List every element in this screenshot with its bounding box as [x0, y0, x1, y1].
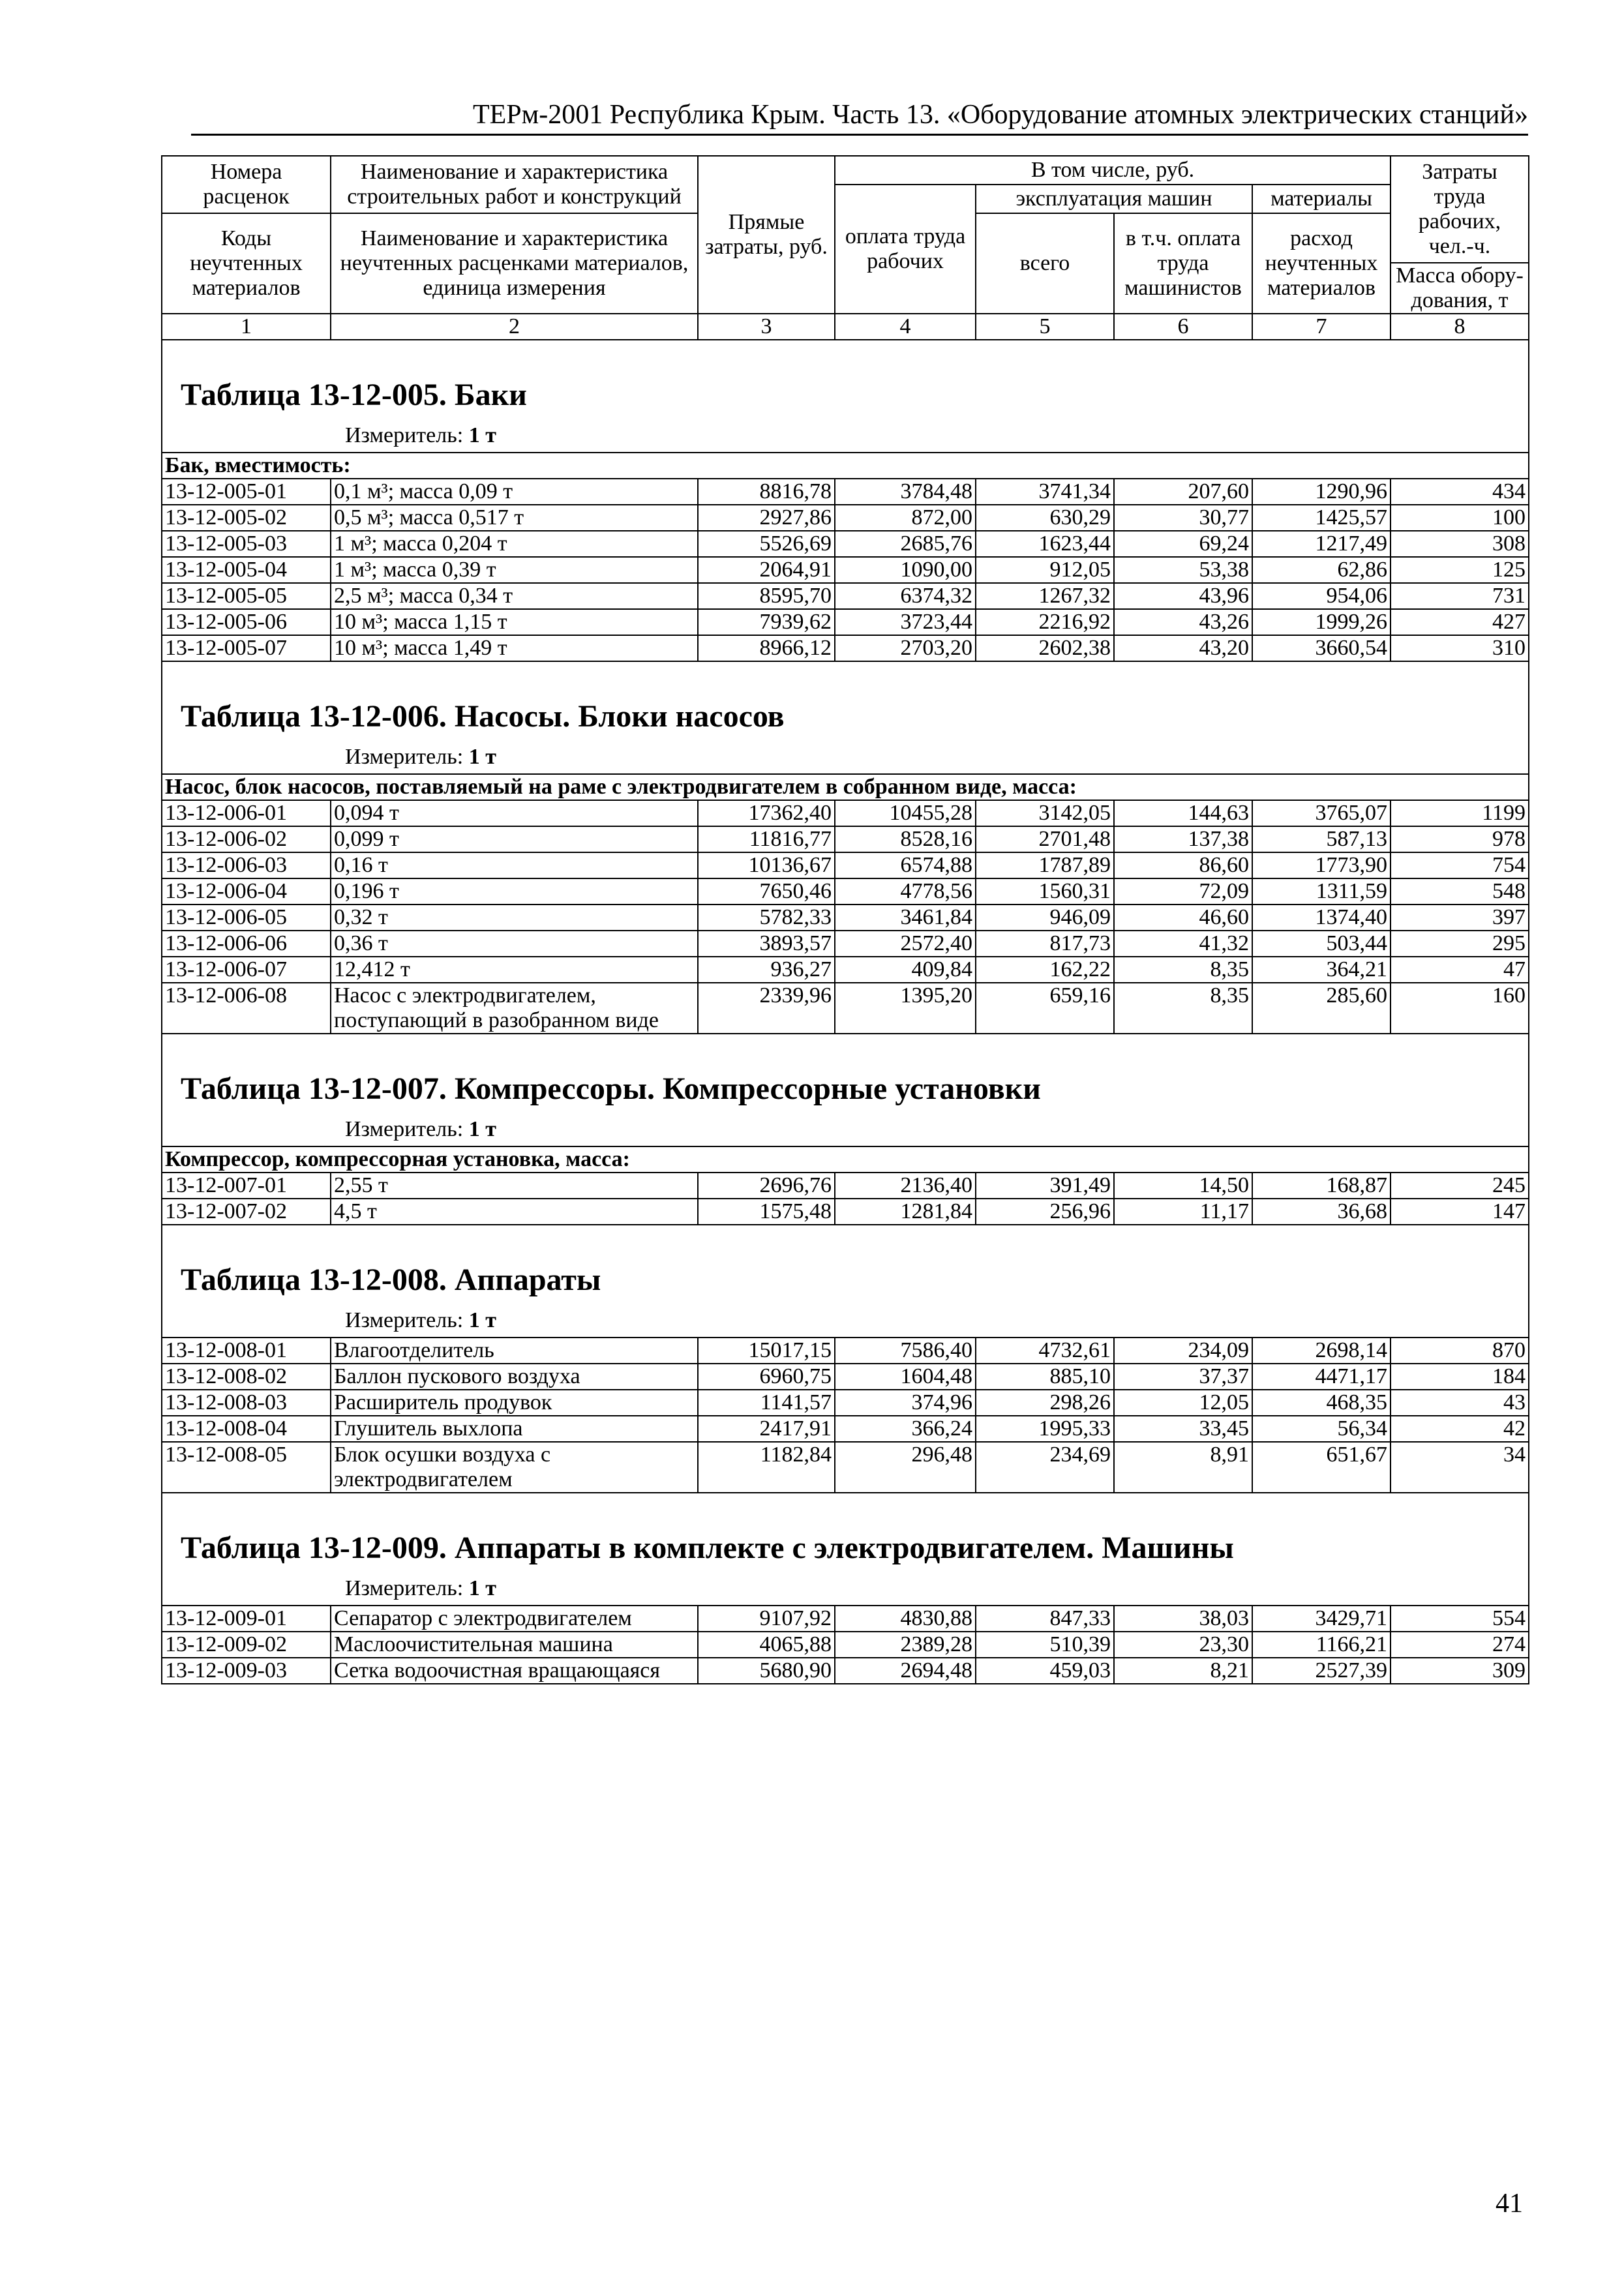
row-code: 13-12-006-01 — [162, 800, 331, 826]
row-materials: 1217,49 — [1252, 531, 1391, 557]
row-materials: 62,86 — [1252, 557, 1391, 583]
row-materials: 364,21 — [1252, 957, 1391, 983]
measure-unit: 1 т — [468, 1576, 496, 1600]
measure-unit: 1 т — [468, 423, 496, 447]
row-materials: 36,68 — [1252, 1199, 1391, 1225]
row-code: 13-12-005-04 — [162, 557, 331, 583]
row-labor-cost: 10455,28 — [835, 800, 976, 826]
row-code: 13-12-005-07 — [162, 635, 331, 661]
row-machine-total: 1995,33 — [976, 1416, 1114, 1442]
row-name — [331, 1442, 698, 1493]
measure-line — [162, 419, 1529, 453]
row-machine-total: 630,29 — [976, 505, 1114, 531]
col-number: 4 — [835, 314, 976, 340]
group-heading: Насос, блок насосов, поставляемый на раме с электродвигателем в собранном виде, масса: — [162, 774, 1529, 800]
row-labor-cost: 3723,44 — [835, 609, 976, 635]
col-number: 3 — [698, 314, 835, 340]
table-row — [162, 1416, 1529, 1442]
table-row — [162, 1442, 1529, 1493]
row-code: 13-12-006-04 — [162, 878, 331, 905]
row-materials: 1999,26 — [1252, 609, 1391, 635]
row-direct-cost: 8816,78 — [698, 479, 835, 505]
row-code: 13-12-009-02 — [162, 1632, 331, 1658]
table-row — [162, 852, 1529, 878]
row-labor-cost: 3461,84 — [835, 905, 976, 931]
row-code: 13-12-008-03 — [162, 1390, 331, 1416]
row-direct-cost: 2339,96 — [698, 983, 835, 1034]
row-labor-cost: 2389,28 — [835, 1632, 976, 1658]
row-machine-total: 817,73 — [976, 931, 1114, 957]
section-13-12-008 — [162, 1225, 1529, 1338]
row-labor-hours: 731 — [1391, 583, 1529, 609]
row-machine-total: 2701,48 — [976, 826, 1114, 852]
row-name: 1 м³; масса 0,39 т — [331, 557, 698, 583]
row-name: 0,36 т — [331, 931, 698, 957]
row-direct-cost: 2064,91 — [698, 557, 835, 583]
row-labor-cost: 409,84 — [835, 957, 976, 983]
row-materials: 468,35 — [1252, 1390, 1391, 1416]
row-labor-hours: 47 — [1391, 957, 1529, 983]
row-direct-cost: 5680,90 — [698, 1658, 835, 1684]
row-machine-total: 946,09 — [976, 905, 1114, 931]
row-direct-cost: 15017,15 — [698, 1338, 835, 1364]
row-labor-hours: 34 — [1391, 1442, 1529, 1493]
row-machine-labor: 69,24 — [1114, 531, 1252, 557]
row-code: 13-12-007-02 — [162, 1199, 331, 1225]
row-labor-hours: 427 — [1391, 609, 1529, 635]
col-number: 2 — [331, 314, 698, 340]
row-name: 4,5 т — [331, 1199, 698, 1225]
measure-line — [162, 741, 1529, 774]
table-row — [162, 983, 1529, 1034]
row-name: 2,5 м³; масса 0,34 т — [331, 583, 698, 609]
section-title: Таблица 13-12-007. Компрессоры. Компрессорные установки — [162, 1034, 1529, 1113]
measure-line — [162, 1572, 1529, 1606]
row-labor-cost: 366,24 — [835, 1416, 976, 1442]
section-13-12-007 — [162, 1034, 1529, 1173]
section-title: Таблица 13-12-008. Аппараты — [162, 1225, 1529, 1304]
page-number: 41 — [1496, 2189, 1523, 2219]
row-labor-cost: 8528,16 — [835, 826, 976, 852]
row-machine-labor: 38,03 — [1114, 1606, 1252, 1632]
row-code: 13-12-005-01 — [162, 479, 331, 505]
row-machine-total: 391,49 — [976, 1173, 1114, 1199]
row-name-line: Насос с электродвигателем, — [334, 983, 596, 1008]
row-materials: 168,87 — [1252, 1173, 1391, 1199]
row-machine-total: 234,69 — [976, 1442, 1114, 1493]
table-row — [162, 1338, 1529, 1364]
row-materials: 3765,07 — [1252, 800, 1391, 826]
section-13-12-009 — [162, 1493, 1529, 1606]
row-materials: 3660,54 — [1252, 635, 1391, 661]
table-header — [162, 156, 1529, 340]
row-materials: 651,67 — [1252, 1442, 1391, 1493]
header-col7: расход неучтенных материалов — [1252, 213, 1391, 314]
row-materials: 503,44 — [1252, 931, 1391, 957]
measure-label: Измеритель: — [345, 423, 464, 447]
col-number: 8 — [1391, 314, 1529, 340]
row-machine-labor: 207,60 — [1114, 479, 1252, 505]
row-machine-labor: 137,38 — [1114, 826, 1252, 852]
table-row — [162, 826, 1529, 852]
row-name: 12,412 т — [331, 957, 698, 983]
row-machine-labor: 37,37 — [1114, 1364, 1252, 1390]
row-machine-labor: 43,26 — [1114, 609, 1252, 635]
table-row — [162, 479, 1529, 505]
row-labor-hours: 397 — [1391, 905, 1529, 931]
row-machine-total: 659,16 — [976, 983, 1114, 1034]
row-materials: 2527,39 — [1252, 1658, 1391, 1684]
row-machine-total: 3741,34 — [976, 479, 1114, 505]
row-direct-cost: 4065,88 — [698, 1632, 835, 1658]
row-labor-cost: 4778,56 — [835, 878, 976, 905]
row-machine-labor: 8,35 — [1114, 983, 1252, 1034]
header-col8-bottom: Масса обору-дования, т — [1391, 263, 1529, 314]
measure-unit: 1 т — [468, 745, 496, 769]
row-machine-total: 912,05 — [976, 557, 1114, 583]
row-machine-total: 2216,92 — [976, 609, 1114, 635]
row-name-line: Блок осушки воздуха с — [334, 1443, 551, 1467]
group-heading: Бак, вместимость: — [162, 453, 1529, 479]
table-row — [162, 505, 1529, 531]
row-labor-hours: 42 — [1391, 1416, 1529, 1442]
row-labor-cost: 2703,20 — [835, 635, 976, 661]
row-labor-hours: 1199 — [1391, 800, 1529, 826]
row-materials: 587,13 — [1252, 826, 1391, 852]
row-name-line: электродвигателем — [334, 1467, 513, 1491]
row-labor-cost: 872,00 — [835, 505, 976, 531]
table-row — [162, 800, 1529, 826]
row-name: 0,16 т — [331, 852, 698, 878]
row-labor-hours: 125 — [1391, 557, 1529, 583]
row-labor-cost: 1281,84 — [835, 1199, 976, 1225]
table-row — [162, 878, 1529, 905]
header-col5: всего — [976, 213, 1114, 314]
header-col1-top: Номера расценок — [162, 156, 331, 213]
row-direct-cost: 936,27 — [698, 957, 835, 983]
row-labor-cost: 7586,40 — [835, 1338, 976, 1364]
table-row — [162, 1199, 1529, 1225]
row-code: 13-12-006-05 — [162, 905, 331, 931]
row-code: 13-12-009-03 — [162, 1658, 331, 1684]
row-labor-hours: 43 — [1391, 1390, 1529, 1416]
row-code: 13-12-006-07 — [162, 957, 331, 983]
row-code: 13-12-008-02 — [162, 1364, 331, 1390]
row-code: 13-12-008-01 — [162, 1338, 331, 1364]
row-direct-cost: 9107,92 — [698, 1606, 835, 1632]
row-direct-cost: 6960,75 — [698, 1364, 835, 1390]
row-machine-total: 1787,89 — [976, 852, 1114, 878]
table-row — [162, 1173, 1529, 1199]
row-materials: 1773,90 — [1252, 852, 1391, 878]
table-row — [162, 583, 1529, 609]
row-name: Баллон пускового воздуха — [331, 1364, 698, 1390]
row-machine-total: 510,39 — [976, 1632, 1114, 1658]
row-machine-labor: 43,96 — [1114, 583, 1252, 609]
row-direct-cost: 7650,46 — [698, 878, 835, 905]
row-code: 13-12-006-08 — [162, 983, 331, 1034]
row-labor-hours: 554 — [1391, 1606, 1529, 1632]
header-materials: материалы — [1252, 185, 1391, 213]
row-name: 0,196 т — [331, 878, 698, 905]
row-labor-hours: 295 — [1391, 931, 1529, 957]
row-materials: 1166,21 — [1252, 1632, 1391, 1658]
row-machine-labor: 14,50 — [1114, 1173, 1252, 1199]
row-machine-labor: 234,09 — [1114, 1338, 1252, 1364]
measure-label: Измеритель: — [345, 1308, 464, 1332]
col-number: 1 — [162, 314, 331, 340]
row-machine-total: 162,22 — [976, 957, 1114, 983]
row-labor-hours: 100 — [1391, 505, 1529, 531]
header-incl: В том числе, руб. — [835, 156, 1391, 185]
row-direct-cost: 17362,40 — [698, 800, 835, 826]
table-row — [162, 557, 1529, 583]
row-labor-hours: 160 — [1391, 983, 1529, 1034]
row-labor-hours: 245 — [1391, 1173, 1529, 1199]
section-title: Таблица 13-12-009. Аппараты в комплекте с электродвигателем. Машины — [162, 1493, 1529, 1572]
row-name: Расширитель продувок — [331, 1390, 698, 1416]
row-name: 10 м³; масса 1,49 т — [331, 635, 698, 661]
row-materials: 2698,14 — [1252, 1338, 1391, 1364]
header-col1-bottom: Коды неучтенных материалов — [162, 213, 331, 314]
row-code: 13-12-005-05 — [162, 583, 331, 609]
row-direct-cost: 2417,91 — [698, 1416, 835, 1442]
header-col6: в т.ч. оплата труда машинистов — [1114, 213, 1252, 314]
table-row — [162, 1606, 1529, 1632]
row-materials: 285,60 — [1252, 983, 1391, 1034]
col-number: 6 — [1114, 314, 1252, 340]
table-row — [162, 1364, 1529, 1390]
row-name: Маслоочистительная машина — [331, 1632, 698, 1658]
row-machine-total: 847,33 — [976, 1606, 1114, 1632]
row-name: Сетка водоочистная вращающаяся — [331, 1658, 698, 1684]
header-col8-top: Затраты труда рабочих, чел.-ч. — [1391, 156, 1529, 263]
row-machine-total: 1560,31 — [976, 878, 1114, 905]
row-direct-cost: 5782,33 — [698, 905, 835, 931]
row-labor-cost: 2136,40 — [835, 1173, 976, 1199]
row-labor-cost: 1395,20 — [835, 983, 976, 1034]
row-labor-cost: 374,96 — [835, 1390, 976, 1416]
row-name: 0,1 м³; масса 0,09 т — [331, 479, 698, 505]
row-machine-labor: 41,32 — [1114, 931, 1252, 957]
row-machine-labor: 33,45 — [1114, 1416, 1252, 1442]
header-col2-bottom: Наименование и характеристика неучтенных расценками материалов, единица измерения — [331, 213, 698, 314]
row-labor-cost: 6374,32 — [835, 583, 976, 609]
row-labor-cost: 1604,48 — [835, 1364, 976, 1390]
row-machine-labor: 43,20 — [1114, 635, 1252, 661]
row-labor-hours: 978 — [1391, 826, 1529, 852]
row-materials: 954,06 — [1252, 583, 1391, 609]
row-labor-hours: 548 — [1391, 878, 1529, 905]
section-rows — [162, 1338, 1529, 1442]
row-name: 0,094 т — [331, 800, 698, 826]
row-machine-labor: 8,21 — [1114, 1658, 1252, 1684]
row-labor-hours: 434 — [1391, 479, 1529, 505]
row-labor-hours: 310 — [1391, 635, 1529, 661]
row-direct-cost: 8595,70 — [698, 583, 835, 609]
row-machine-total: 885,10 — [976, 1364, 1114, 1390]
row-machine-labor: 72,09 — [1114, 878, 1252, 905]
row-machine-total: 3142,05 — [976, 800, 1114, 826]
row-labor-cost: 2572,40 — [835, 931, 976, 957]
row-labor-hours: 309 — [1391, 1658, 1529, 1684]
table-row — [162, 1658, 1529, 1684]
row-direct-cost: 2927,86 — [698, 505, 835, 531]
row-materials: 1290,96 — [1252, 479, 1391, 505]
row-direct-cost: 1141,57 — [698, 1390, 835, 1416]
row-name: 0,32 т — [331, 905, 698, 931]
price-table — [161, 155, 1529, 1684]
table-row — [162, 931, 1529, 957]
row-name: 0,5 м³; масса 0,517 т — [331, 505, 698, 531]
table-row — [162, 609, 1529, 635]
row-machine-total: 1623,44 — [976, 531, 1114, 557]
col-number: 7 — [1252, 314, 1391, 340]
section-rows — [162, 1173, 1529, 1225]
row-name — [331, 983, 698, 1034]
section-rows — [162, 479, 1529, 661]
row-direct-cost: 11816,77 — [698, 826, 835, 852]
table-row — [162, 635, 1529, 661]
measure-label: Измеритель: — [345, 1576, 464, 1600]
row-labor-cost: 6574,88 — [835, 852, 976, 878]
row-machine-total: 2602,38 — [976, 635, 1114, 661]
row-labor-hours: 147 — [1391, 1199, 1529, 1225]
row-labor-cost: 2694,48 — [835, 1658, 976, 1684]
row-name: 2,55 т — [331, 1173, 698, 1199]
measure-label: Измеритель: — [345, 745, 464, 769]
header-col2-top: Наименование и характеристика строительных работ и конструкций — [331, 156, 698, 213]
section-13-12-006 — [162, 661, 1529, 800]
row-materials: 3429,71 — [1252, 1606, 1391, 1632]
section-title: Таблица 13-12-005. Баки — [162, 340, 1529, 419]
row-name: 10 м³; масса 1,15 т — [331, 609, 698, 635]
measure-line — [162, 1113, 1529, 1146]
row-machine-total: 256,96 — [976, 1199, 1114, 1225]
row-labor-cost: 4830,88 — [835, 1606, 976, 1632]
row-code: 13-12-006-06 — [162, 931, 331, 957]
section-rows — [162, 1606, 1529, 1684]
row-direct-cost: 5526,69 — [698, 531, 835, 557]
page-header: ТЕРм-2001 Республика Крым. Часть 13. «Оборудование атомных электрических станций» — [191, 98, 1528, 136]
row-labor-hours: 184 — [1391, 1364, 1529, 1390]
row-code: 13-12-009-01 — [162, 1606, 331, 1632]
row-machine-total: 298,26 — [976, 1390, 1114, 1416]
row-code: 13-12-005-03 — [162, 531, 331, 557]
row-labor-cost: 1090,00 — [835, 557, 976, 583]
measure-label: Измеритель: — [345, 1117, 464, 1141]
row-labor-cost: 2685,76 — [835, 531, 976, 557]
row-machine-labor: 30,77 — [1114, 505, 1252, 531]
row-machine-total: 459,03 — [976, 1658, 1114, 1684]
row-code: 13-12-006-03 — [162, 852, 331, 878]
row-labor-hours: 274 — [1391, 1632, 1529, 1658]
group-heading: Компрессор, компрессорная установка, масса: — [162, 1146, 1529, 1173]
row-machine-labor: 86,60 — [1114, 852, 1252, 878]
row-labor-cost: 296,48 — [835, 1442, 976, 1493]
section-rows-extra — [162, 1442, 1529, 1493]
row-direct-cost: 1575,48 — [698, 1199, 835, 1225]
row-labor-hours: 308 — [1391, 531, 1529, 557]
row-machine-total: 4732,61 — [976, 1338, 1114, 1364]
table-row — [162, 1632, 1529, 1658]
row-code: 13-12-005-06 — [162, 609, 331, 635]
row-materials: 56,34 — [1252, 1416, 1391, 1442]
section-rows — [162, 800, 1529, 983]
row-name: Сепаратор с электродвигателем — [331, 1606, 698, 1632]
row-name: Влагоотделитель — [331, 1338, 698, 1364]
header-col3: Прямые затраты, руб. — [698, 156, 835, 314]
row-machine-labor: 8,91 — [1114, 1442, 1252, 1493]
row-machine-labor: 12,05 — [1114, 1390, 1252, 1416]
row-code: 13-12-008-05 — [162, 1442, 331, 1493]
row-machine-total: 1267,32 — [976, 583, 1114, 609]
row-materials: 4471,17 — [1252, 1364, 1391, 1390]
table-row — [162, 905, 1529, 931]
row-name: Глушитель выхлопа — [331, 1416, 698, 1442]
row-materials: 1311,59 — [1252, 878, 1391, 905]
table-row — [162, 531, 1529, 557]
section-13-12-005 — [162, 340, 1529, 479]
row-name: 1 м³; масса 0,204 т — [331, 531, 698, 557]
row-code: 13-12-006-02 — [162, 826, 331, 852]
col-number: 5 — [976, 314, 1114, 340]
table-row — [162, 957, 1529, 983]
row-materials: 1374,40 — [1252, 905, 1391, 931]
row-labor-hours: 754 — [1391, 852, 1529, 878]
row-machine-labor: 11,17 — [1114, 1199, 1252, 1225]
row-materials: 1425,57 — [1252, 505, 1391, 531]
row-name-line: поступающий в разобранном виде — [334, 1008, 659, 1032]
row-labor-cost: 3784,48 — [835, 479, 976, 505]
row-labor-hours: 870 — [1391, 1338, 1529, 1364]
row-direct-cost: 1182,84 — [698, 1442, 835, 1493]
row-direct-cost: 2696,76 — [698, 1173, 835, 1199]
header-machines: эксплуатация машин — [976, 185, 1252, 213]
row-direct-cost: 8966,12 — [698, 635, 835, 661]
measure-unit: 1 т — [468, 1117, 496, 1141]
row-direct-cost: 7939,62 — [698, 609, 835, 635]
section-title: Таблица 13-12-006. Насосы. Блоки насосов — [162, 661, 1529, 741]
row-name: 0,099 т — [331, 826, 698, 852]
header-col4: оплата труда рабочих — [835, 185, 976, 314]
row-machine-labor: 23,30 — [1114, 1632, 1252, 1658]
row-code: 13-12-008-04 — [162, 1416, 331, 1442]
table-row — [162, 1390, 1529, 1416]
row-direct-cost: 10136,67 — [698, 852, 835, 878]
row-code: 13-12-007-01 — [162, 1173, 331, 1199]
row-direct-cost: 3893,57 — [698, 931, 835, 957]
measure-line — [162, 1304, 1529, 1338]
row-machine-labor: 46,60 — [1114, 905, 1252, 931]
row-machine-labor: 53,38 — [1114, 557, 1252, 583]
row-machine-labor: 8,35 — [1114, 957, 1252, 983]
measure-unit: 1 т — [468, 1308, 496, 1332]
row-code: 13-12-005-02 — [162, 505, 331, 531]
section-rows-extra — [162, 983, 1529, 1034]
row-machine-labor: 144,63 — [1114, 800, 1252, 826]
